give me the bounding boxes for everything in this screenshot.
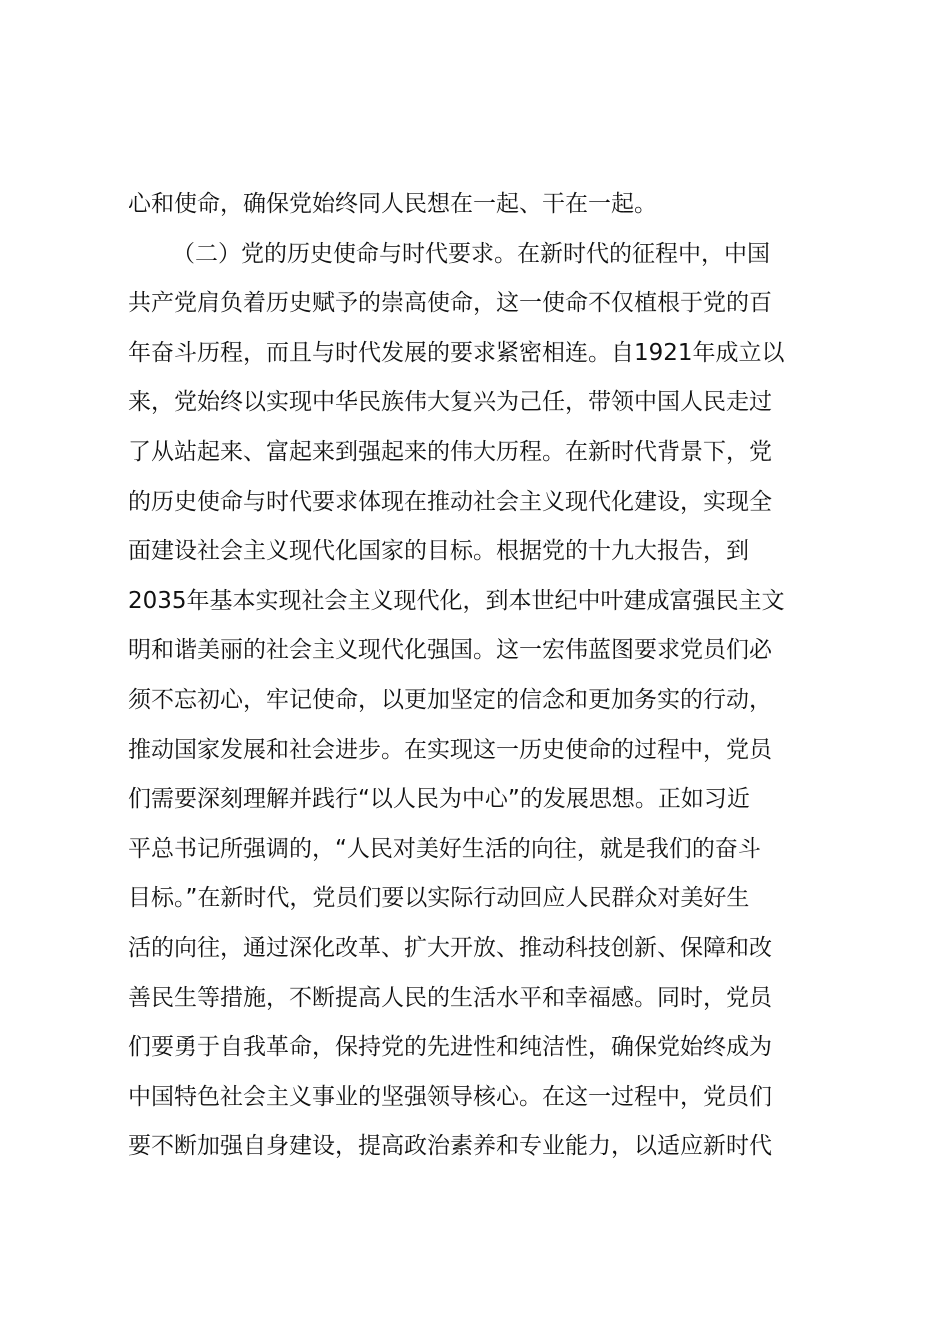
- text-line: 明和谐美丽的社会主义现代化强国。这一宏伟蓝图要求党员们必: [128, 637, 772, 664]
- text-line: 了从站起来、富起来到强起来的伟大历程。在新时代背景下，党: [128, 438, 772, 465]
- text-line: 2035年基本实现社会主义现代化，到本世纪中叶建成富强民主文: [128, 587, 785, 614]
- text-line: 活的向往，通过深化改革、扩大开放、推动科技创新、保障和改: [128, 934, 772, 961]
- text-line: 来，党始终以实现中华民族伟大复兴为己任，带领中国人民走过: [128, 389, 772, 416]
- body-text: [128, 180, 848, 1172]
- text-line: 们要勇于自我革命，保持党的先进性和纯洁性，确保党始终成为: [128, 1034, 772, 1061]
- text-line: 心和使命，确保党始终同人民想在一起、干在一起。: [128, 191, 657, 217]
- text-line: 须不忘初心，牢记使命，以更加坚定的信念和更加务实的行动，: [128, 686, 772, 713]
- text-line: 年奋斗历程，而且与时代发展的要求紧密相连。自1921年成立以: [128, 339, 785, 366]
- section-heading-line: （二）党的历史使命与时代要求。在新时代的征程中，中国: [172, 240, 770, 267]
- text-line: 目标。”在新时代，党员们要以实际行动回应人民群众对美好生: [128, 885, 750, 912]
- text-line: 们需要深刻理解并践行“以人民为中心”的发展思想。正如习近: [128, 786, 750, 813]
- text-line: 善民生等措施，不断提高人民的生活水平和幸福感。同时，党员: [128, 984, 772, 1011]
- text-line: 共产党肩负着历史赋予的崇高使命，这一使命不仅植根于党的百: [128, 290, 772, 317]
- text-line: 推动国家发展和社会进步。在实现这一历史使命的过程中，党员: [128, 736, 772, 763]
- text-line: 平总书记所强调的，“人民对美好生活的向往，就是我们的奋斗: [128, 835, 761, 862]
- text-line: 面建设社会主义现代化国家的目标。根据党的十九大报告，到: [128, 538, 749, 565]
- text-line: 要不断加强自身建设，提高政治素养和专业能力，以适应新时代: [128, 1133, 772, 1160]
- text-line: 的历史使命与时代要求体现在推动社会主义现代化建设，实现全: [128, 488, 772, 515]
- text-line: 中国特色社会主义事业的坚强领导核心。在这一过程中，党员们: [128, 1083, 772, 1110]
